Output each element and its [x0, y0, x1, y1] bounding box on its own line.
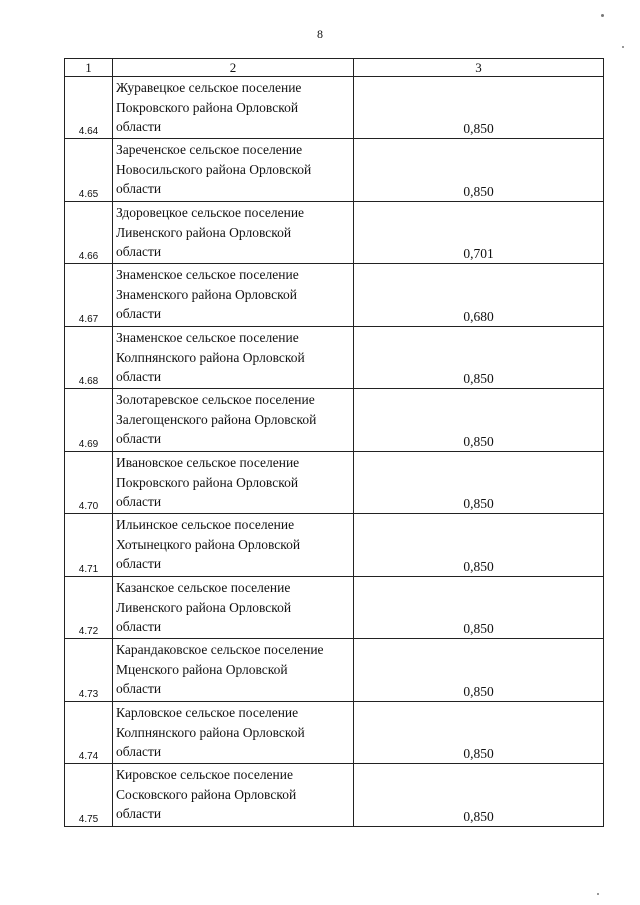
settlement-name-line: Ивановское сельское поселение — [116, 455, 300, 470]
settlement-name — [113, 264, 354, 327]
settlement-name-line: Ливенского района Орловской — [116, 599, 292, 615]
column-header-2: 2 — [113, 59, 354, 77]
coefficient-value: 0,850 — [354, 327, 604, 389]
settlement-name-line: Колпнянского района Орловской — [116, 724, 305, 740]
settlement-name-line: Хотынецкого района Орловской — [116, 536, 301, 552]
row-number: 4.67 — [65, 264, 113, 327]
settlement-name-line: Карандаковское сельское поселение — [116, 642, 324, 657]
settlement-name-line: области — [116, 806, 162, 821]
coefficient-value: 0,701 — [354, 202, 604, 264]
coefficient-value: 0,850 — [354, 514, 604, 577]
settlement-name-line: области — [116, 181, 162, 196]
coefficient-value: 0,680 — [354, 264, 604, 327]
table-header-row — [65, 59, 604, 77]
settlement-name-line: Покровского района Орловской — [116, 99, 299, 115]
settlement-name-line: области — [116, 494, 162, 509]
settlement-name-line: Знаменского района Орловской — [116, 286, 297, 302]
coefficient-value: 0,850 — [354, 452, 604, 514]
row-number: 4.74 — [65, 702, 113, 764]
settlement-name-line: области — [116, 119, 162, 134]
scan-speck — [622, 46, 624, 48]
settlement-name-line: области — [116, 306, 162, 321]
coefficient-value: 0,850 — [354, 139, 604, 202]
scan-speck — [601, 14, 604, 17]
settlement-name-line: Золотаревское сельское поселение — [116, 392, 315, 407]
settlement-name-line: области — [116, 744, 162, 759]
settlement-name-line: Сосковского района Орловской — [116, 786, 297, 802]
table-row — [65, 327, 604, 389]
settlement-name — [113, 139, 354, 202]
settlement-name-line: области — [116, 369, 162, 384]
settlement-name-line: Покровского района Орловской — [116, 474, 299, 490]
table-row — [65, 389, 604, 452]
settlement-name — [113, 702, 354, 764]
settlement-name-line: Зареченское сельское поселение — [116, 142, 303, 157]
settlement-name-line: Ильинское сельское поселение — [116, 517, 295, 532]
table-row — [65, 577, 604, 639]
row-number: 4.69 — [65, 389, 113, 452]
settlement-name — [113, 764, 354, 827]
row-number: 4.75 — [65, 764, 113, 827]
settlement-name — [113, 77, 354, 139]
table-row — [65, 77, 604, 139]
row-number: 4.65 — [65, 139, 113, 202]
settlement-name-line: Знаменское сельское поселение — [116, 267, 299, 282]
settlement-name-line: Кировское сельское поселение — [116, 767, 293, 782]
settlement-name-line: Здоровецкое сельское поселение — [116, 205, 305, 220]
settlement-name-line: Колпнянского района Орловской — [116, 349, 305, 365]
table-row — [65, 764, 604, 827]
table-row — [65, 514, 604, 577]
settlement-name — [113, 327, 354, 389]
coefficient-value: 0,850 — [354, 389, 604, 452]
settlement-name-line: Знаменское сельское поселение — [116, 330, 299, 345]
row-number: 4.70 — [65, 452, 113, 514]
row-number: 4.73 — [65, 639, 113, 702]
settlement-name-line: Залегощенского района Орловской — [116, 411, 317, 427]
row-number: 4.71 — [65, 514, 113, 577]
settlement-name-line: Журавецкое сельское поселение — [116, 80, 302, 95]
settlement-name-line: области — [116, 244, 162, 259]
page-number: 8 — [317, 27, 323, 41]
coefficient-value: 0,850 — [354, 702, 604, 764]
table-row — [65, 702, 604, 764]
settlement-name-line: Новосильского района Орловской — [116, 161, 312, 177]
coefficient-value: 0,850 — [354, 577, 604, 639]
coefficient-value: 0,850 — [354, 639, 604, 702]
settlement-name-line: области — [116, 681, 162, 696]
settlement-name-line: Мценского района Орловской — [116, 661, 288, 677]
table-row — [65, 139, 604, 202]
table-row — [65, 202, 604, 264]
column-header-1: 1 — [65, 59, 113, 77]
settlement-name — [113, 577, 354, 639]
settlement-coefficient-table — [64, 58, 604, 827]
coefficient-value: 0,850 — [354, 764, 604, 827]
row-number: 4.72 — [65, 577, 113, 639]
table-body — [65, 77, 604, 827]
settlement-name-line: области — [116, 556, 162, 571]
settlement-name-line: области — [116, 431, 162, 446]
coefficient-value: 0,850 — [354, 77, 604, 139]
settlement-name — [113, 452, 354, 514]
table-row — [65, 452, 604, 514]
table-row — [65, 264, 604, 327]
table-row — [65, 639, 604, 702]
settlement-name — [113, 389, 354, 452]
settlement-name-line: области — [116, 619, 162, 634]
settlement-name-line: Казанское сельское поселение — [116, 580, 291, 595]
row-number: 4.64 — [65, 77, 113, 139]
row-number: 4.66 — [65, 202, 113, 264]
settlement-name — [113, 514, 354, 577]
settlement-name — [113, 639, 354, 702]
column-header-3: 3 — [354, 59, 604, 77]
settlement-name-line: Карловское сельское поселение — [116, 705, 299, 720]
row-number: 4.68 — [65, 327, 113, 389]
settlement-name — [113, 202, 354, 264]
scan-speck — [597, 893, 599, 895]
settlement-name-line: Ливенского района Орловской — [116, 224, 292, 240]
